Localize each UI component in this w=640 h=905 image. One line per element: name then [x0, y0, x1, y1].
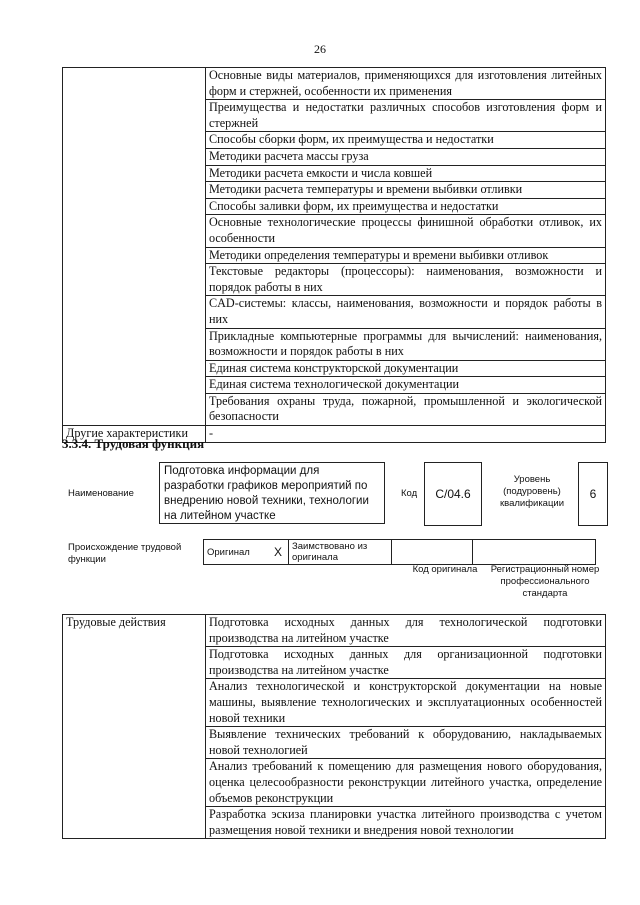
row-item: Основные виды материалов, применяющихся для изготовления литейных форм и стержней, особенности их применения [206, 68, 606, 100]
page-number: 26 [314, 42, 326, 56]
origin-label: Происхождение трудовой функции [68, 542, 182, 565]
level-label: Уровень (подуровень) квалификации [499, 474, 565, 509]
function-code-box: C/04.6 [424, 462, 482, 526]
reg-number-cell [473, 540, 596, 565]
original-mark: X [268, 540, 289, 565]
level-box: 6 [578, 462, 608, 526]
row-item: Анализ технологической и конструкторской документации на новые машины, выявление технологических и эксплуатационных особенностей новой техники [206, 679, 606, 727]
row-item: Разработка эскиза планировки участка литейного производства с учетом размещения новой техники и внедрения новой технологии [206, 807, 606, 839]
table-row [63, 615, 606, 647]
name-label: Наименование [68, 488, 134, 499]
row-item: Основные технологические процессы финишной обработки отливок, их особенности [206, 215, 606, 247]
row-item: Анализ требований к помещению для размещения нового оборудования, оценка целесообразности реконструкции литейного участка, определение объемов реконструкции [206, 759, 606, 807]
row-item: Подготовка исходных данных для технологической подготовки производства на литейном участке [206, 615, 606, 647]
code-label: Код [401, 488, 418, 499]
section-title: 3.3.4. Трудовая функция [62, 436, 205, 451]
table-row [63, 68, 606, 100]
row-item: Единая система технологической документации [206, 377, 606, 394]
borrowed-label: Заимствовано из оригинала [289, 540, 392, 565]
row-item: Текстовые редакторы (процессоры): наименования, возможности и порядок работы в них [206, 264, 606, 296]
row-item: Преимущества и недостатки различных способов изготовления форм и стержней [206, 100, 606, 132]
knowledge-table [62, 67, 606, 443]
row-label [63, 68, 206, 426]
row-label: Другие характеристики [63, 426, 206, 443]
original-label: Оригинал [204, 540, 269, 565]
row-label: Трудовые действия [63, 615, 206, 839]
row-item: Способы сборки форм, их преимущества и недостатки [206, 132, 606, 149]
row-item: Единая система конструкторской документации [206, 360, 606, 377]
code-caption: Код оригинала [412, 564, 478, 575]
row-item: Способы заливки форм, их преимущества и недостатки [206, 198, 606, 215]
labor-actions-table [62, 614, 606, 839]
row-item: Методики определения температуры и времени выбивки отливок [206, 247, 606, 264]
row-item: Требования охраны труда, пожарной, промышленной и экологической безопасности [206, 393, 606, 425]
row-item: Методики расчета массы груза [206, 148, 606, 165]
origin-table [203, 539, 596, 565]
reg-caption: Регистрационный номер профессионального стандарта [490, 564, 600, 599]
row-item: Прикладные компьютерные программы для вычислений: наименования, возможности и порядок работы в них [206, 328, 606, 360]
function-name-box: Подготовка информации для разработки графиков мероприятий по внедрению новой техники, технологии на литейном участке [159, 462, 385, 524]
row-item: Выявление технических требований к оборудованию, накладываемых новой технологией [206, 727, 606, 759]
origin-code-cell [392, 540, 473, 565]
row-item: CAD-системы: классы, наименования, возможности и порядок работы в них [206, 296, 606, 328]
row-item: Методики расчета емкости и числа ковшей [206, 165, 606, 182]
row-item: Подготовка исходных данных для организационной подготовки производства на литейном участке [206, 647, 606, 679]
row-item: - [206, 426, 606, 443]
row-item: Методики расчета температуры и времени выбивки отливки [206, 182, 606, 199]
